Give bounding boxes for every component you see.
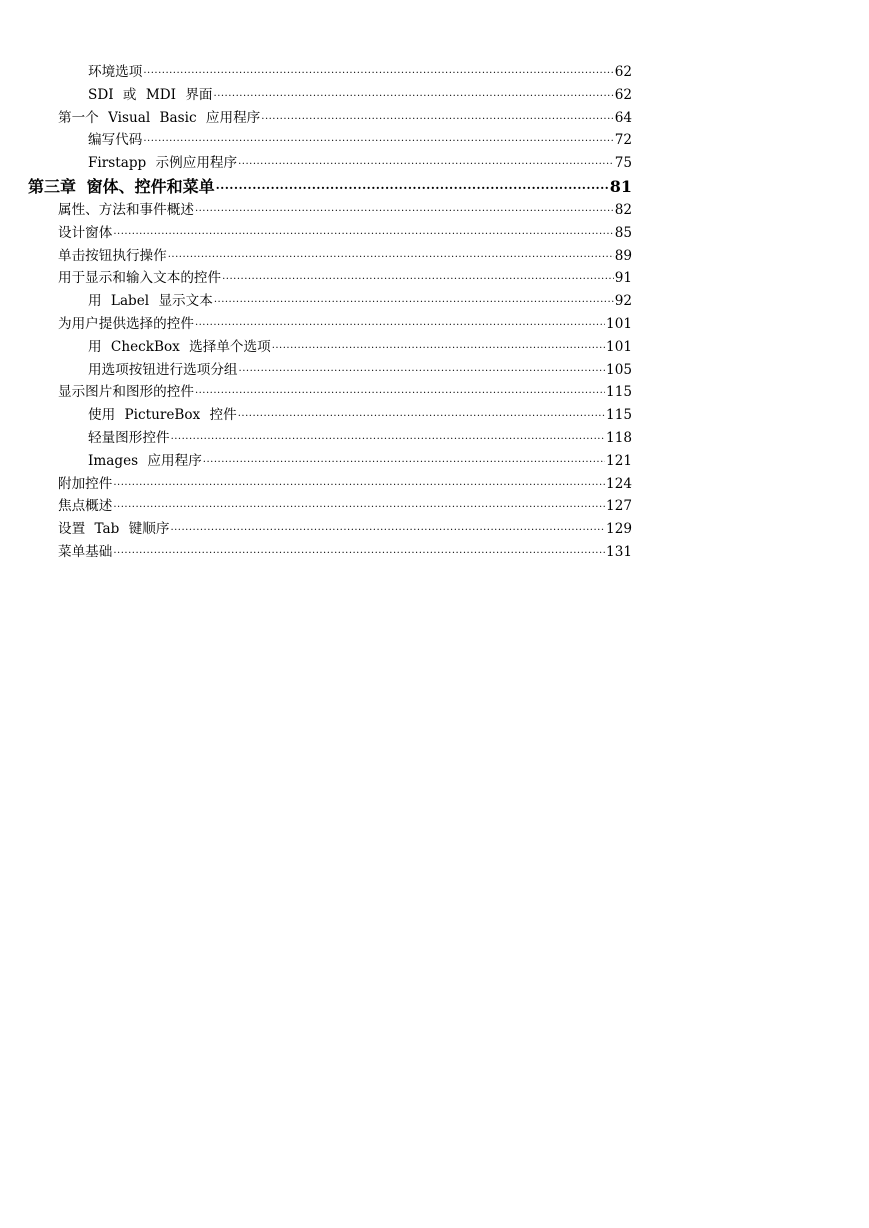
toc-entry[interactable] [0, 199, 869, 222]
toc-entry-title: 用 Label 显示文本 [88, 293, 213, 310]
toc-entry-title: 焦点概述 [58, 498, 113, 515]
toc-page-number: 101 [606, 315, 632, 332]
toc-entry-title: 用 CheckBox 选择单个选项 [88, 338, 271, 355]
toc-page-number: 89 [614, 247, 632, 264]
toc-entry[interactable] [0, 359, 869, 382]
toc-page-number: 101 [606, 338, 632, 355]
toc-entry-title: 设计窗体 [58, 224, 113, 241]
toc-dot-leader [261, 107, 613, 129]
toc-entry[interactable] [0, 84, 869, 107]
toc-page-number: 64 [614, 109, 632, 126]
toc-dot-leader [195, 313, 605, 335]
toc-dot-leader [168, 245, 614, 267]
toc-entry[interactable] [0, 222, 869, 245]
toc-dot-leader [170, 518, 605, 540]
toc-page-number: 91 [614, 270, 632, 287]
toc-entry[interactable] [0, 61, 869, 84]
toc-entry[interactable] [0, 427, 869, 450]
toc-entry-title: Images 应用程序 [88, 452, 202, 469]
toc-entry[interactable] [0, 495, 869, 518]
toc-entry-title: SDI 或 MDI 界面 [88, 86, 213, 103]
toc-entry-title: 单击按钮执行操作 [58, 247, 167, 264]
toc-page-number: 62 [614, 64, 632, 80]
toc-entry[interactable] [0, 473, 869, 496]
toc-entry-title: 设置 Tab 键顺序 [58, 521, 170, 538]
toc-dot-leader [171, 427, 605, 449]
toc-entry[interactable] [0, 450, 869, 473]
toc-dot-leader [113, 473, 605, 495]
toc-page-number: 92 [614, 293, 632, 310]
toc-entry[interactable] [0, 290, 869, 313]
toc-page-number: 72 [614, 132, 632, 149]
toc-entry-title: 用选项按钮进行选项分组 [88, 361, 238, 378]
toc-entry-title: 编写代码 [88, 132, 143, 149]
toc-dot-leader [238, 152, 614, 174]
toc-page-number: 121 [606, 452, 632, 469]
toc-dot-leader [222, 267, 614, 289]
toc-dot-leader [195, 199, 614, 221]
toc-entry-title: 附加控件 [58, 475, 113, 492]
toc-page-number: 118 [606, 429, 632, 446]
toc-dot-leader [195, 381, 605, 403]
toc-entry[interactable] [0, 129, 869, 152]
toc-dot-leader [143, 129, 613, 151]
toc-page-number: 115 [606, 407, 632, 424]
toc-dot-leader [214, 84, 614, 106]
toc-dot-leader [113, 495, 605, 517]
toc-entry-title: Firstapp 示例应用程序 [88, 155, 238, 172]
toc-entry[interactable] [0, 541, 869, 564]
toc-entry[interactable] [0, 518, 869, 541]
toc-entry[interactable] [0, 381, 869, 404]
toc-entry[interactable] [0, 107, 869, 130]
toc-entry-title: 环境选项 [88, 64, 143, 80]
toc-entry-title: 属性、方法和事件概述 [58, 201, 194, 218]
toc-entry[interactable] [0, 313, 869, 336]
toc-page-number: 124 [606, 475, 632, 492]
toc-dot-leader [214, 290, 614, 312]
toc-entry[interactable] [0, 336, 869, 359]
toc-entry-title: 为用户提供选择的控件 [58, 315, 194, 332]
toc-page-number: 85 [614, 224, 632, 241]
toc-page-number: 82 [614, 201, 632, 218]
toc-dot-leader [113, 222, 613, 244]
toc-page-number: 131 [606, 543, 632, 560]
toc-dot-leader [143, 61, 613, 83]
toc-page-number: 129 [606, 521, 632, 538]
toc-entry-title: 第一个 Visual Basic 应用程序 [58, 109, 261, 126]
table-of-contents [0, 61, 869, 564]
toc-page-number: 115 [606, 384, 632, 401]
toc-entry-title: 显示图片和图形的控件 [58, 384, 194, 401]
toc-dot-leader [239, 359, 606, 381]
toc-entry-title: 用于显示和输入文本的控件 [58, 270, 222, 287]
toc-dot-leader [272, 336, 605, 358]
toc-entry[interactable] [0, 152, 869, 175]
toc-page-number: 127 [606, 498, 632, 515]
toc-dot-leader [203, 450, 605, 472]
toc-chapter-title: 第三章 窗体、控件和菜单 [28, 176, 215, 196]
toc-entry[interactable] [0, 404, 869, 427]
toc-dot-leader [238, 404, 605, 426]
toc-page-number: 75 [614, 155, 632, 172]
toc-dot-leader [113, 541, 605, 563]
toc-page-number: 62 [614, 86, 632, 103]
toc-page-number: 81 [609, 176, 632, 196]
toc-chapter-entry[interactable] [0, 175, 869, 199]
toc-entry-title: 使用 PictureBox 控件 [88, 407, 237, 424]
toc-entry-title: 轻量图形控件 [88, 429, 170, 446]
toc-entry[interactable] [0, 267, 869, 290]
toc-page-number: 105 [606, 361, 632, 378]
toc-entry[interactable] [0, 245, 869, 268]
toc-dot-leader [216, 175, 609, 197]
toc-entry-title: 菜单基础 [58, 543, 113, 560]
